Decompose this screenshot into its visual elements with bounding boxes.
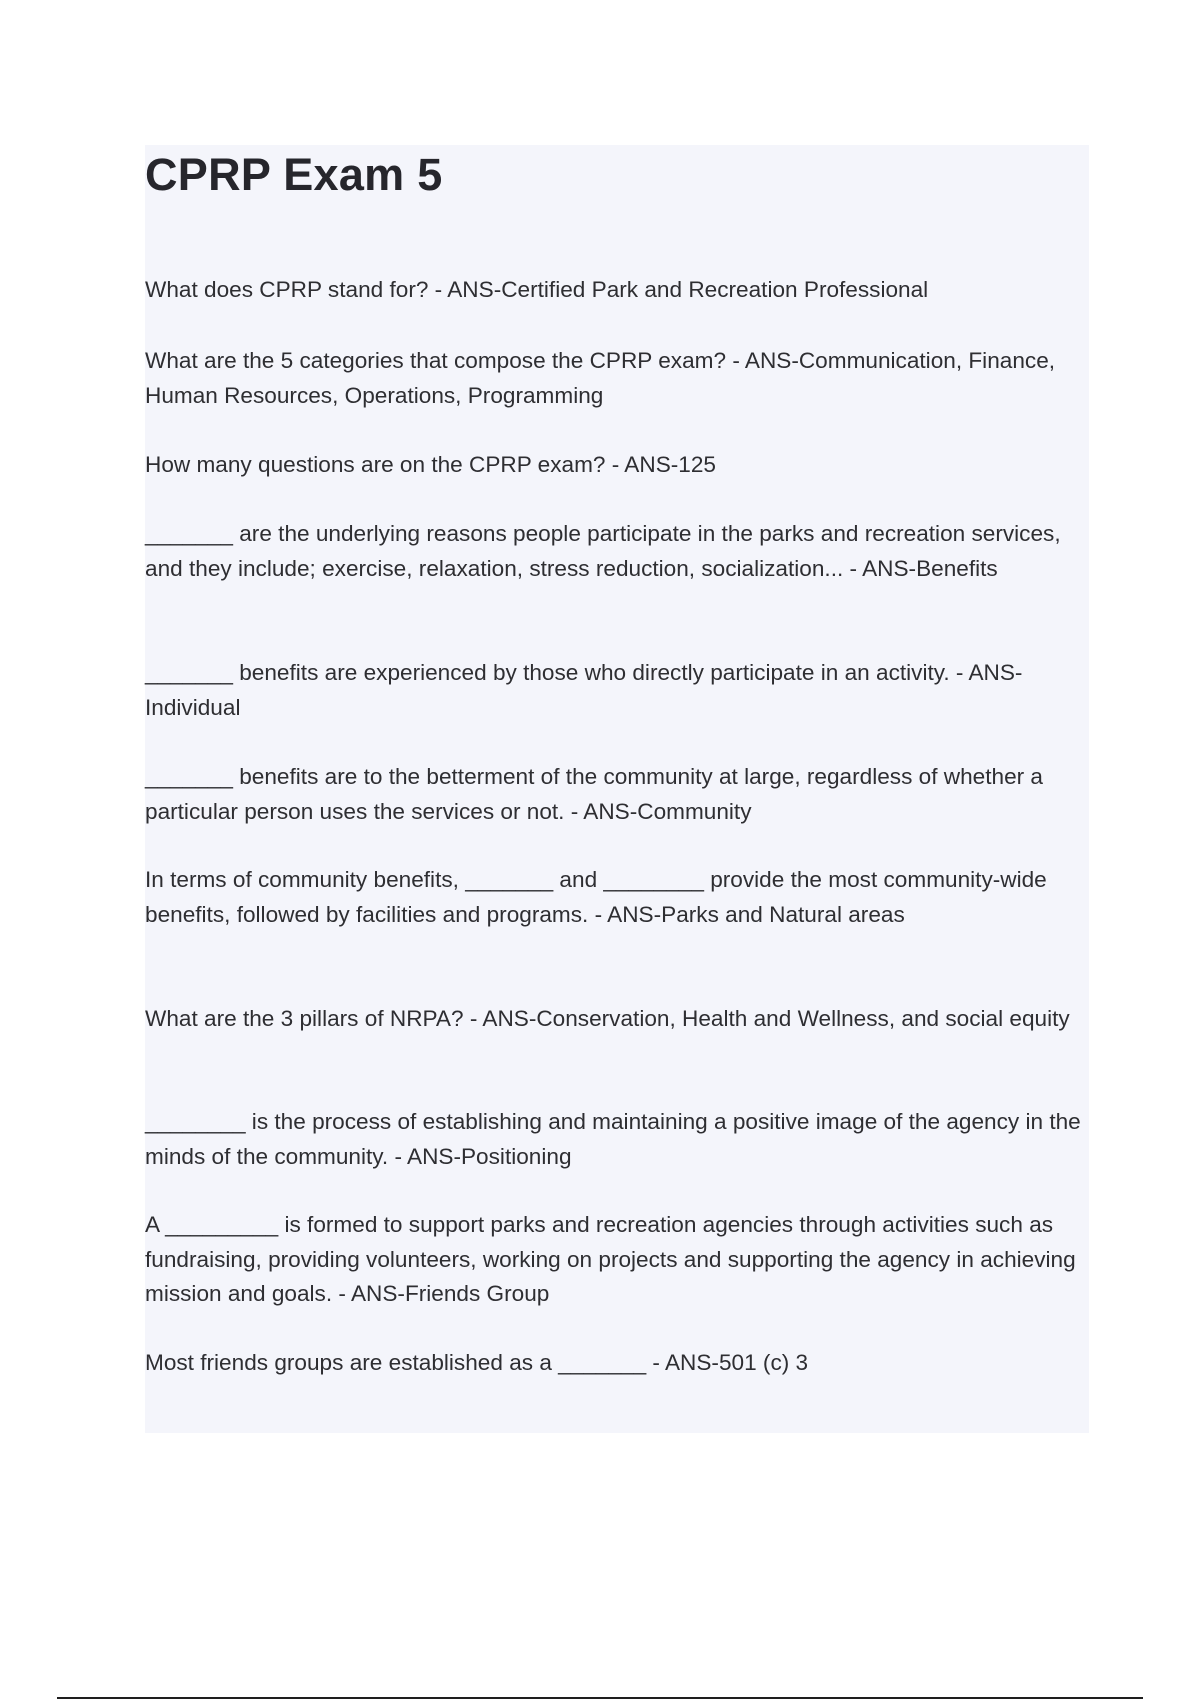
qa-item-5: _______ benefits are experienced by those who directly participate in an activity. - ANS-Individual (145, 660, 1023, 720)
page-title: CPRP Exam 5 (145, 149, 443, 200)
qa-item-8: What are the 3 pillars of NRPA? - ANS-Conservation, Health and Wellness, and social equity (145, 1006, 1070, 1031)
qa-item-9: ________ is the process of establishing and maintaining a positive image of the agency in the minds of the community. - ANS-Positioning (145, 1109, 1081, 1169)
qa-item-10: A _________ is formed to support parks and recreation agencies through activities such as fundraising, providing volunteers, working on projects and supporting the agency in achieving mission and goals. - ANS-Friends Group (145, 1212, 1076, 1306)
qa-item-7: In terms of community benefits, _______ and ________ provide the most community-wide benefits, followed by facilities and programs. - ANS-Parks and Natural areas (145, 867, 1047, 927)
qa-item-11: Most friends groups are established as a _______ - ANS-501 (c) 3 (145, 1350, 809, 1375)
qa-item-1: What does CPRP stand for? - ANS-Certified Park and Recreation Professional (145, 277, 929, 302)
qa-item-6: _______ benefits are to the betterment of the community at large, regardless of whether a particular person uses the services or not. - ANS-Community (145, 764, 1044, 824)
qa-item-3: How many questions are on the CPRP exam? - ANS-125 (145, 452, 716, 477)
page-bottom-divider (57, 1697, 1143, 1699)
qa-item-2: What are the 5 categories that compose the CPRP exam? - ANS-Communication, Finance, Human Resources, Operations, Programming (145, 348, 1056, 408)
document-content (145, 145, 1089, 1433)
qa-item-4: _______ are the underlying reasons people participate in the parks and recreation services, and they include; exercise, relaxation, stress reduction, socialization... - ANS-Benefits (145, 521, 1061, 581)
